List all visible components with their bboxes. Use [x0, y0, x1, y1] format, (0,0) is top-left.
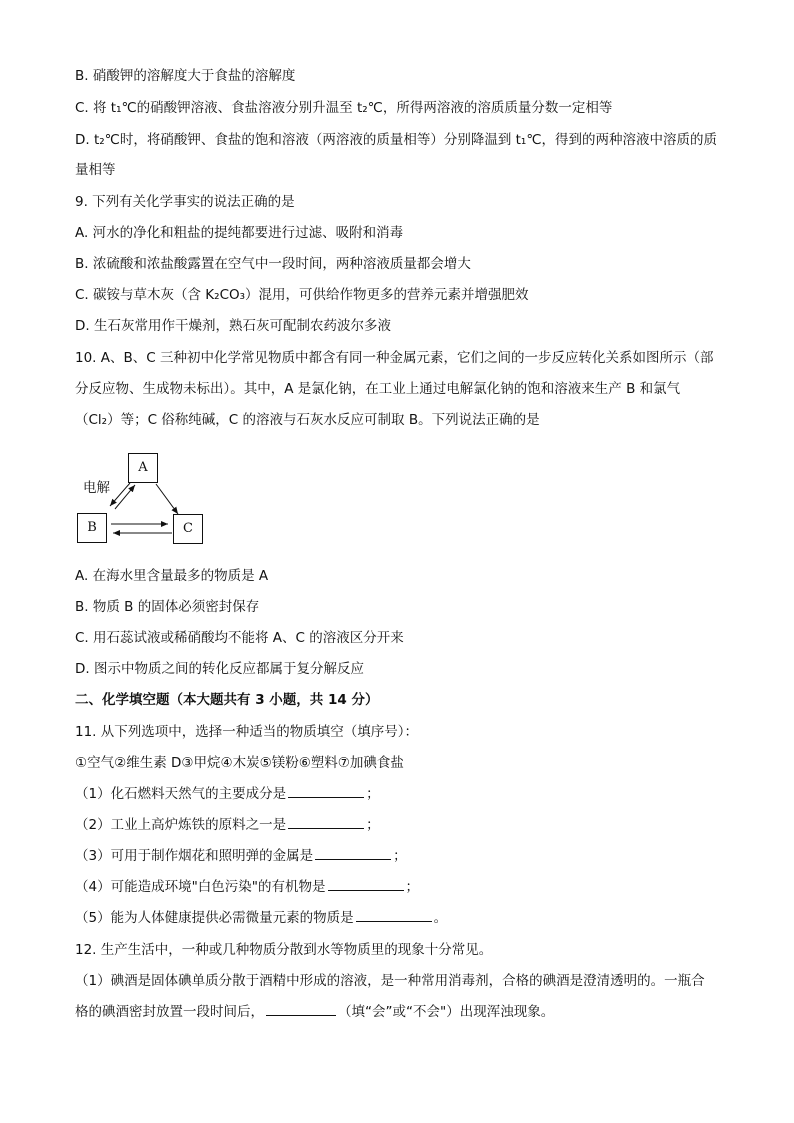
q12-part1-hint: （填“会”或“不会"）出现浑浊现象。: [338, 1004, 555, 1020]
q12-part1-line2: [75, 1002, 554, 1022]
q9-option-d: D. 生石灰常用作干燥剂，熟石灰可配制农药波尔多液: [75, 318, 391, 334]
q11-options: ①空气②维生素 D③甲烷④木炭⑤镁粉⑥塑料⑦加碘食盐: [75, 755, 404, 771]
q11-sub1-text: （1）化石燃料天然气的主要成分是: [75, 786, 287, 802]
q10-stem-line1: 10. A、B、C 三种初中化学常见物质中都含有同一种金属元素，它们之间的一步反应转化关系如图所示（部: [75, 350, 714, 366]
q11-sub4-text: （4）可能造成环境"白色污染"的有机物是: [75, 879, 326, 895]
q12-stem: 12. 生产生活中，一种或几种物质分散到水等物质里的现象十分常见。: [75, 942, 493, 958]
q10-option-a: A. 在海水里含量最多的物质是 A: [75, 568, 269, 584]
node-a: A: [128, 453, 158, 483]
q11-sub2-text: （2）工业上高炉炼铁的原料之一是: [75, 817, 287, 833]
q11-sub3-blank[interactable]: [315, 846, 391, 860]
q11-sub5: [75, 908, 447, 928]
q11-stem: 11. 从下列选项中，选择一种适当的物质填空（填序号）：: [75, 724, 419, 740]
q8-option-c: C. 将 t₁℃的硝酸钾溶液、食盐溶液分别升温至 t₂℃，所得两溶液的溶质质量分数一定相等: [75, 100, 613, 116]
q9-stem: 9. 下列有关化学事实的说法正确的是: [75, 194, 295, 210]
q11-sub1-blank[interactable]: [288, 784, 364, 798]
q11-sub1: [75, 784, 380, 804]
electrolysis-label: 电解: [83, 480, 110, 496]
q11-sub2-punct: ；: [366, 817, 380, 833]
q12-part1-blank[interactable]: [266, 1002, 336, 1016]
q8-option-d-line1: D. t₂℃时，将硝酸钾、食盐的饱和溶液（两溶液的质量相等）分别降温到 t₁℃，得到的两种溶液中溶质的质: [75, 132, 718, 148]
q9-option-b: B. 浓硫酸和浓盐酸露置在空气中一段时间，两种溶液质量都会增大: [75, 256, 471, 272]
q11-sub5-punct: 。: [433, 910, 448, 926]
q11-sub4-blank[interactable]: [328, 877, 404, 891]
q10-conversion-diagram: [75, 450, 215, 550]
q10-option-d: D. 图示中物质之间的转化反应都属于复分解反应: [75, 661, 364, 677]
node-c: C: [173, 514, 203, 544]
q11-sub5-text: （5）能为人体健康提供必需微量元素的物质是: [75, 910, 354, 926]
q11-sub2-blank[interactable]: [288, 815, 364, 829]
q8-option-b: B. 硝酸钾的溶解度大于食盐的溶解度: [75, 68, 296, 84]
q9-option-c: C. 碳铵与草木灰（含 K₂CO₃）混用，可供给作物更多的营养元素并增强肥效: [75, 287, 529, 303]
q10-option-c: C. 用石蕊试液或稀硝酸均不能将 A、C 的溶液区分开来: [75, 630, 404, 646]
arrow-a-to-c: [156, 484, 178, 514]
q11-sub3-text: （3）可用于制作烟花和照明弹的金属是: [75, 848, 314, 864]
q11-sub5-blank[interactable]: [356, 908, 432, 922]
section-2-heading: 二、化学填空题（本大题共有 3 小题，共 14 分）: [75, 692, 379, 708]
q11-sub3: [75, 846, 407, 866]
q10-stem-line2: 分反应物、生成物未标出）。其中，A 是氯化钠，在工业上通过电解氯化钠的饱和溶液来生产 B 和氯气: [75, 381, 681, 397]
q12-part1-text: 格的碘酒密封放置一段时间后，: [75, 1004, 264, 1020]
node-b: B: [77, 513, 107, 543]
q11-sub2: [75, 815, 380, 835]
q8-option-d-line2: 量相等: [75, 162, 116, 178]
q12-part1-line1: （1）碘酒是固体碘单质分散于酒精中形成的溶液，是一种常用消毒剂，合格的碘酒是澄清透明的。一瓶合: [75, 973, 705, 989]
q11-sub1-punct: ；: [366, 786, 380, 802]
q11-sub4: [75, 877, 419, 897]
q10-stem-line3: （Cl₂）等；C 俗称纯碱，C 的溶液与石灰水反应可制取 B。下列说法正确的是: [75, 412, 540, 428]
q11-sub4-punct: ；: [405, 879, 420, 895]
q9-option-a: A. 河水的净化和粗盐的提纯都要进行过滤、吸附和消毒: [75, 225, 404, 241]
q10-option-b: B. 物质 B 的固体必须密封保存: [75, 599, 260, 615]
q11-sub3-punct: ；: [393, 848, 407, 864]
